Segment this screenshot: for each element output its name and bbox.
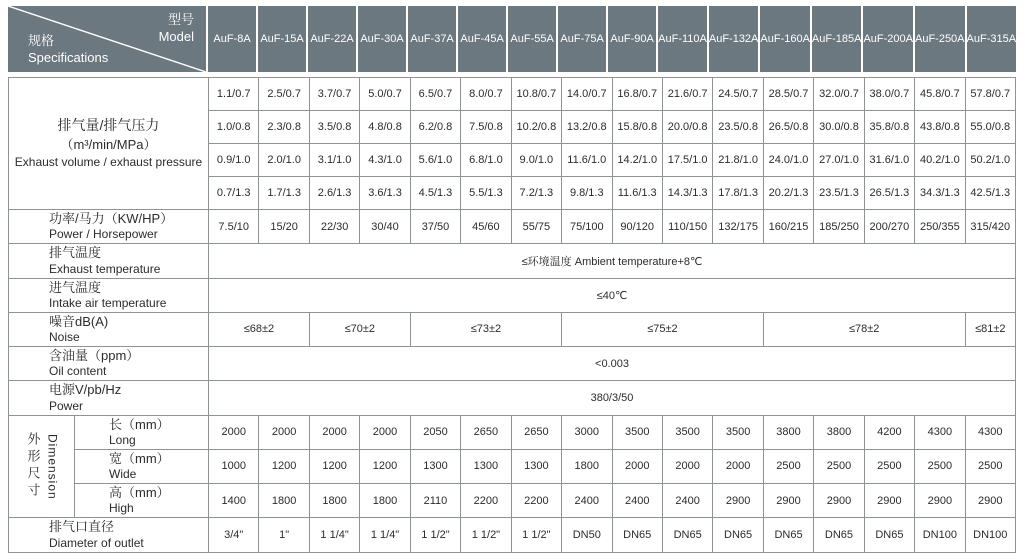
corner-spec-label [28, 33, 108, 67]
dimension-wide-cell-2: 1200 [309, 449, 359, 483]
model-header-auf-55a: AuF-55A [508, 6, 558, 72]
label-power-horsepower [9, 210, 209, 244]
dimension-wide-cell-7: 1800 [562, 449, 612, 483]
dimension-wide-cell-0: 1000 [209, 449, 259, 483]
model-header-auf-15a: AuF-15A [258, 6, 308, 72]
outlet-diameter-cell-9: DN65 [662, 518, 712, 552]
dimension-wide-cell-15: 2500 [965, 449, 1015, 483]
dimension-high-cell-5: 2200 [461, 484, 511, 518]
dimension-high-cell-15: 2900 [965, 484, 1015, 518]
dimension-wide-cell-1: 1200 [259, 449, 309, 483]
power-horsepower-cell-0: 7.5/10 [209, 210, 259, 244]
exhaust-volume-1-cell-15: 55.0/0.8 [965, 111, 1015, 144]
label-intake-temperature-en: Intake air temperature [49, 295, 167, 310]
outlet-diameter-cell-8: DN65 [612, 518, 662, 552]
dimension-high-cell-9: 2400 [662, 484, 712, 518]
row-noise [9, 312, 1016, 346]
outlet-diameter-cell-11: DN65 [763, 518, 813, 552]
dimension-wide-cell-4: 1300 [410, 449, 460, 483]
label-dimension-group [9, 415, 75, 518]
label-oil-content [9, 347, 209, 381]
label-dimension-group-cn: 外形尺寸 [25, 432, 41, 501]
power-horsepower-cell-12: 185/250 [814, 210, 864, 244]
exhaust-volume-0-cell-13: 38.0/0.7 [864, 78, 914, 111]
dimension-high-cell-11: 2900 [763, 484, 813, 518]
model-header-auf-315a: AuF-315A [966, 33, 1017, 45]
dimension-long-cell-1: 2000 [259, 415, 309, 449]
exhaust-volume-3-cell-11: 20.2/1.3 [763, 177, 813, 210]
row-power-supply [9, 381, 1016, 415]
label-power-supply-cn: 电源V/pb/Hz [49, 382, 122, 398]
exhaust-volume-0-cell-0: 1.1/0.7 [209, 78, 259, 111]
label-dimension-long-en: Long [109, 432, 136, 447]
label-outlet-diameter [9, 518, 209, 552]
dimension-high-cell-10: 2900 [713, 484, 763, 518]
corner-model-cn: 型号 [167, 12, 194, 27]
exhaust-volume-3-cell-12: 23.5/1.3 [814, 177, 864, 210]
exhaust-volume-3-cell-5: 5.5/1.3 [461, 177, 511, 210]
dimension-long-cell-9: 3500 [662, 415, 712, 449]
exhaust-volume-1-cell-9: 20.0/0.8 [662, 111, 712, 144]
power-horsepower-cell-14: 250/355 [915, 210, 965, 244]
label-exhaust-volume [9, 78, 209, 210]
dimension-long-cell-15: 4300 [965, 415, 1015, 449]
exhaust-volume-1-cell-6: 10.2/0.8 [511, 111, 561, 144]
corner-model-en: Model [158, 28, 194, 44]
dimension-high-cell-14: 2900 [915, 484, 965, 518]
noise-span-2: ≤73±2 [410, 312, 561, 346]
model-header-auf-110a: AuF-110A [658, 6, 709, 72]
exhaust-volume-2-cell-6: 9.0/1.0 [511, 144, 561, 177]
model-header-auf-250a: AuF-250A [915, 6, 967, 72]
exhaust-volume-2-cell-3: 4.3/1.0 [360, 144, 410, 177]
dimension-high-cell-13: 2900 [864, 484, 914, 518]
model-header-auf-22a: AuF-22A [308, 6, 358, 72]
exhaust-volume-3-cell-8: 11.6/1.3 [612, 177, 662, 210]
model-header-auf-185a: AuF-185A [812, 6, 864, 72]
exhaust-volume-2-cell-1: 2.0/1.0 [259, 144, 309, 177]
outlet-diameter-cell-1: 1" [259, 518, 309, 552]
row-dimension-wide [9, 449, 1016, 483]
exhaust-volume-3-cell-6: 7.2/1.3 [511, 177, 561, 210]
corner-model-label [159, 12, 194, 46]
label-dimension-wide-en: Wide [109, 467, 137, 481]
exhaust-volume-3-cell-13: 26.5/1.3 [864, 177, 914, 210]
exhaust-volume-0-cell-7: 14.0/0.7 [562, 78, 612, 111]
dimension-long-cell-5: 2650 [461, 415, 511, 449]
dimension-wide-cell-6: 1300 [511, 449, 561, 483]
model-header-auf-75a: AuF-75A [558, 6, 608, 72]
power-horsepower-cell-8: 90/120 [612, 210, 662, 244]
dimension-wide-cell-9: 2000 [662, 449, 712, 483]
exhaust-volume-0-cell-4: 6.5/0.7 [410, 78, 460, 111]
power-horsepower-cell-6: 55/75 [511, 210, 561, 244]
dimension-long-cell-7: 3000 [562, 415, 612, 449]
model-header-auf-8a: AuF-8A [208, 6, 258, 72]
dimension-wide-cell-12: 2500 [814, 449, 864, 483]
power-horsepower-cell-1: 15/20 [259, 210, 309, 244]
model-header-auf-200a: AuF-200A [863, 6, 915, 72]
exhaust-volume-0-cell-11: 28.5/0.7 [763, 78, 813, 111]
spec-table [8, 77, 1016, 553]
exhaust-volume-3-cell-7: 9.8/1.3 [562, 177, 612, 210]
power-horsepower-cell-2: 22/30 [309, 210, 359, 244]
row-intake-temperature [9, 278, 1016, 312]
exhaust-volume-2-cell-4: 5.6/1.0 [410, 144, 460, 177]
label-exhaust-temperature [9, 244, 209, 278]
power-horsepower-cell-4: 37/50 [410, 210, 460, 244]
exhaust-volume-1-cell-12: 30.0/0.8 [814, 111, 864, 144]
outlet-diameter-cell-4: 1 1/2" [410, 518, 460, 552]
outlet-diameter-cell-2: 1 1/4" [309, 518, 359, 552]
row-power-horsepower [9, 210, 1016, 244]
noise-span-4: ≤78±2 [763, 312, 965, 346]
exhaust-volume-2-cell-0: 0.9/1.0 [209, 144, 259, 177]
power-horsepower-cell-7: 75/100 [562, 210, 612, 244]
dimension-long-cell-4: 2050 [410, 415, 460, 449]
label-dimension-high-cn: 高（mm） [109, 485, 170, 500]
corner-spec-en: Specifications [28, 50, 109, 66]
exhaust-volume-0-cell-2: 3.7/0.7 [309, 78, 359, 111]
exhaust-volume-0-cell-14: 45.8/0.7 [915, 78, 965, 111]
outlet-diameter-cell-3: 1 1/4" [360, 518, 410, 552]
outlet-diameter-cell-5: 1 1/2" [461, 518, 511, 552]
exhaust-volume-0-cell-9: 21.6/0.7 [662, 78, 712, 111]
model-header-auf-37a: AuF-37A [408, 6, 458, 72]
label-dimension-long-cn: 长（mm） [109, 416, 170, 432]
row-outlet-diameter [9, 518, 1016, 552]
dimension-long-cell-8: 3500 [612, 415, 662, 449]
model-header-auf-132a: AuF-132A [709, 6, 761, 72]
dimension-high-cell-7: 2400 [562, 484, 612, 518]
label-exhaust-temperature-en: Exhaust temperature [49, 261, 161, 276]
dimension-wide-cell-13: 2500 [864, 449, 914, 483]
exhaust-volume-2-cell-8: 14.2/1.0 [612, 144, 662, 177]
exhaust-volume-3-cell-9: 14.3/1.3 [662, 177, 712, 210]
table-header-row [8, 6, 1016, 72]
power-horsepower-cell-10: 132/175 [713, 210, 763, 244]
label-dimension-wide [75, 449, 209, 483]
label-power-horsepower-en: Power / Horsepower [49, 227, 158, 242]
label-dimension-high-en: High [109, 501, 134, 516]
exhaust-volume-3-cell-15: 42.5/1.3 [965, 177, 1015, 210]
exhaust-volume-1-cell-5: 7.5/0.8 [461, 111, 511, 144]
label-dimension-wide-cn: 宽（mm） [109, 450, 170, 466]
exhaust-volume-0-cell-15: 57.8/0.7 [965, 78, 1015, 111]
power-horsepower-cell-11: 160/215 [763, 210, 813, 244]
label-exhaust-volume-en: Exhaust volume / exhaust pressure [14, 155, 203, 170]
exhaust-volume-3-cell-2: 2.6/1.3 [309, 177, 359, 210]
exhaust-volume-0-cell-6: 10.8/0.7 [511, 78, 561, 111]
exhaust-volume-3-cell-14: 34.3/1.3 [915, 177, 965, 210]
exhaust-volume-2-cell-14: 40.2/1.0 [915, 144, 965, 177]
dimension-high-cell-3: 1800 [360, 484, 410, 518]
label-oil-content-en: Oil content [49, 364, 107, 379]
exhaust-volume-1-cell-11: 26.5/0.8 [763, 111, 813, 144]
exhaust-volume-1-cell-0: 1.0/0.8 [209, 111, 259, 144]
row-exhaust-temperature [9, 244, 1016, 278]
dimension-high-cell-1: 1800 [259, 484, 309, 518]
label-dimension-high [75, 484, 209, 518]
spec-sheet [8, 6, 1016, 553]
exhaust-volume-1-cell-8: 15.8/0.8 [612, 111, 662, 144]
model-header-auf-30a: AuF-30A [358, 6, 408, 72]
exhaust-volume-2-cell-13: 31.6/1.0 [864, 144, 914, 177]
label-power-supply [9, 381, 209, 415]
exhaust-volume-3-cell-1: 1.7/1.3 [259, 177, 309, 210]
exhaust-volume-0-cell-3: 5.0/0.7 [360, 78, 410, 111]
noise-span-3: ≤75±2 [562, 312, 764, 346]
dimension-long-cell-11: 3800 [763, 415, 813, 449]
exhaust-volume-2-cell-9: 17.5/1.0 [662, 144, 712, 177]
dimension-long-cell-2: 2000 [309, 415, 359, 449]
noise-span-0: ≤68±2 [209, 312, 310, 346]
exhaust-volume-2-cell-12: 27.0/1.0 [814, 144, 864, 177]
exhaust-volume-1-cell-7: 13.2/0.8 [562, 111, 612, 144]
exhaust-volume-1-cell-1: 2.3/0.8 [259, 111, 309, 144]
dimension-long-cell-10: 3500 [713, 415, 763, 449]
outlet-diameter-cell-14: DN100 [915, 518, 965, 552]
model-header-auf-160a: AuF-160A [760, 6, 812, 72]
exhaust-volume-0-cell-1: 2.5/0.7 [259, 78, 309, 111]
dimension-long-cell-6: 2650 [511, 415, 561, 449]
outlet-diameter-cell-15: DN100 [965, 518, 1015, 552]
corner-spec-cn: 规格 [28, 33, 55, 49]
exhaust-volume-0-cell-12: 32.0/0.7 [814, 78, 864, 111]
label-dimension-group-inner [9, 416, 74, 518]
outlet-diameter-cell-13: DN65 [864, 518, 914, 552]
dimension-wide-cell-5: 1300 [461, 449, 511, 483]
label-outlet-diameter-en: Diameter of outlet [49, 535, 144, 550]
exhaust-volume-3-cell-0: 0.7/1.3 [209, 177, 259, 210]
exhaust-volume-1-cell-2: 3.5/0.8 [309, 111, 359, 144]
exhaust-volume-2-cell-10: 21.8/1.0 [713, 144, 763, 177]
power-horsepower-cell-15: 315/420 [965, 210, 1015, 244]
dimension-long-cell-3: 2000 [360, 415, 410, 449]
header-corner-cell [8, 6, 208, 72]
exhaust-volume-1-cell-4: 6.2/0.8 [410, 111, 460, 144]
power-horsepower-cell-13: 200/270 [864, 210, 914, 244]
dimension-long-cell-12: 3800 [814, 415, 864, 449]
outlet-diameter-cell-7: DN50 [562, 518, 612, 552]
intake-temperature-value: ≤40℃ [209, 278, 1016, 312]
power-horsepower-cell-9: 110/150 [662, 210, 712, 244]
dimension-high-cell-4: 2110 [410, 484, 460, 518]
exhaust-volume-2-cell-11: 24.0/1.0 [763, 144, 813, 177]
dimension-long-cell-0: 2000 [209, 415, 259, 449]
exhaust-volume-1-cell-3: 4.8/0.8 [360, 111, 410, 144]
outlet-diameter-cell-0: 3/4" [209, 518, 259, 552]
row-dimension-long [9, 415, 1016, 449]
exhaust-volume-3-cell-10: 17.8/1.3 [713, 177, 763, 210]
power-horsepower-cell-5: 45/60 [461, 210, 511, 244]
label-dimension-group-en: Dimension [45, 433, 60, 500]
label-noise-en: Noise [49, 330, 80, 344]
exhaust-volume-1-cell-14: 43.8/0.8 [915, 111, 965, 144]
label-exhaust-volume-cn: 排气量/排气压力 [57, 117, 160, 134]
label-power-horsepower-cn: 功率/马力（KW/HP） [49, 211, 174, 226]
dimension-long-cell-14: 4300 [915, 415, 965, 449]
label-noise-cn: 噪音dB(A) [49, 313, 109, 329]
exhaust-volume-2-cell-15: 50.2/1.0 [965, 144, 1015, 177]
exhaust-temperature-value: ≤环境温度 Ambient temperature+8℃ [209, 244, 1016, 278]
exhaust-volume-1-cell-13: 35.8/0.8 [864, 111, 914, 144]
exhaust-volume-0-cell-5: 8.0/0.7 [461, 78, 511, 111]
label-intake-temperature-cn: 进气温度 [49, 279, 102, 295]
label-exhaust-volume-cn: （m³/min/MPa） [60, 136, 157, 152]
exhaust-volume-0-cell-10: 24.5/0.7 [713, 78, 763, 111]
outlet-diameter-cell-6: 1 1/2" [511, 518, 561, 552]
oil-content-value: <0.003 [209, 347, 1016, 381]
exhaust-volume-2-cell-2: 3.1/1.0 [309, 144, 359, 177]
dimension-high-cell-12: 2900 [814, 484, 864, 518]
label-noise [9, 312, 209, 346]
dimension-high-cell-0: 1400 [209, 484, 259, 518]
dimension-wide-cell-3: 1200 [360, 449, 410, 483]
dimension-high-cell-6: 2200 [511, 484, 561, 518]
label-power-supply-en: Power [49, 398, 84, 413]
exhaust-volume-3-cell-3: 3.6/1.3 [360, 177, 410, 210]
noise-span-1: ≤70±2 [309, 312, 410, 346]
exhaust-volume-0-cell-8: 16.8/0.7 [612, 78, 662, 111]
exhaust-volume-2-cell-5: 6.8/1.0 [461, 144, 511, 177]
row-dimension-high [9, 484, 1016, 518]
label-dimension-long [75, 415, 209, 449]
model-header-auf-90a: AuF-90A [608, 6, 658, 72]
dimension-wide-cell-11: 2500 [763, 449, 813, 483]
label-exhaust-temperature-cn: 排气温度 [49, 245, 102, 261]
power-horsepower-cell-3: 30/40 [360, 210, 410, 244]
exhaust-volume-2-cell-7: 11.6/1.0 [562, 144, 612, 177]
outlet-diameter-cell-10: DN65 [713, 518, 763, 552]
dimension-high-cell-8: 2400 [612, 484, 662, 518]
exhaust-volume-3-cell-4: 4.5/1.3 [410, 177, 460, 210]
dimension-high-cell-2: 1800 [309, 484, 359, 518]
label-outlet-diameter-cn: 排气口直径 [49, 519, 115, 535]
dimension-wide-cell-14: 2500 [915, 449, 965, 483]
outlet-diameter-cell-12: DN65 [814, 518, 864, 552]
row-oil-content [9, 347, 1016, 381]
dimension-wide-cell-8: 2000 [612, 449, 662, 483]
power-supply-value: 380/3/50 [209, 381, 1016, 415]
label-oil-content-cn: 含油量（ppm） [49, 348, 140, 363]
exhaust-volume-1-cell-10: 23.5/0.8 [713, 111, 763, 144]
model-header-auf-45a: AuF-45A [458, 6, 508, 72]
label-intake-temperature [9, 278, 209, 312]
noise-span-5: ≤81±2 [965, 312, 1015, 346]
dimension-wide-cell-10: 2000 [713, 449, 763, 483]
row-exhaust-volume-0 [9, 78, 1016, 111]
dimension-long-cell-13: 4200 [864, 415, 914, 449]
